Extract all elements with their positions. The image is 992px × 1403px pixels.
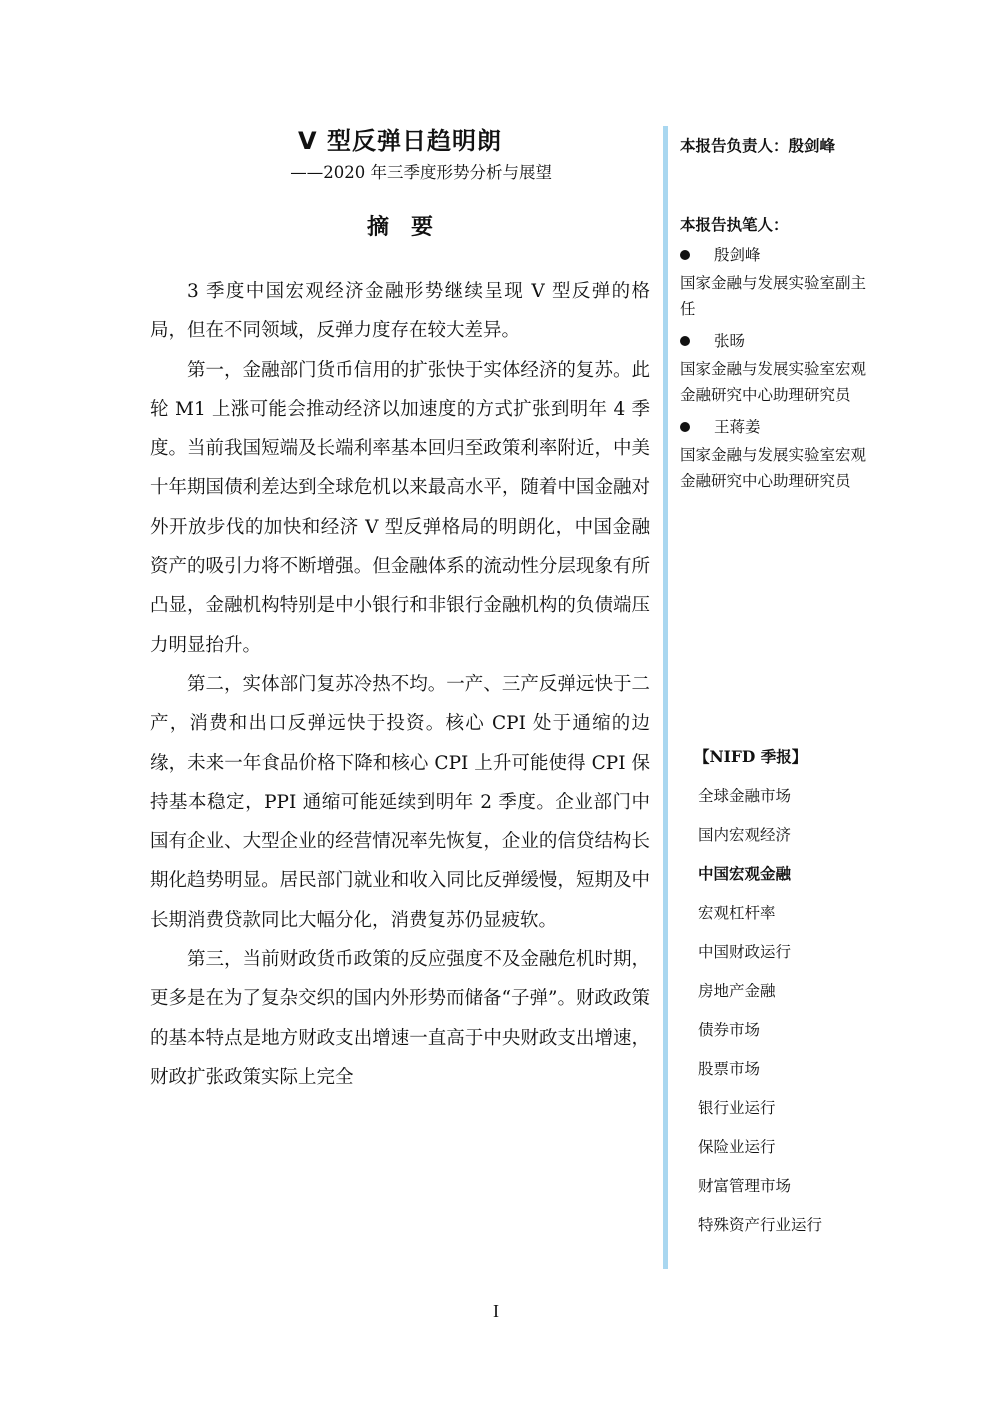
series-item: 宏观杠杆率 (698, 904, 776, 922)
abstract-body (150, 272, 650, 1097)
series-item: 国内宏观经济 (698, 826, 792, 844)
series-item: 全球金融市场 (698, 787, 792, 805)
abstract-paragraph-4: 第三，当前财政货币政策的反应强度不及金融危机时期，更多是在为了复杂交织的国内外形势而储备“子弹”。财政政策的基本特点是地方财政支出增速一直高于中央财政支出增速，财政扩张政策实际上完全 (150, 949, 650, 1088)
author-name-3 (680, 416, 880, 438)
abstract-paragraph-2: 第一，金融部门货币信用的扩张快于实体经济的复苏。此轮 M1 上涨可能会推动经济以加速度的方式扩张到明年 4 季度。当前我国短端及长端利率基本回归至政策利率附近，中美十年期国债利差达到全球危机以来最高水平，随着中国金融对外开放步伐的加快和经济 V 型反弹格局的明朗化，中国金融资产的吸引力将不断增强。但金融体系的流动性分层现象有所凸显，金融机构特别是中小银行和非银行金融机构的负债端压力明显抬升。 (150, 359, 650, 656)
report-subtitle: ——2020 年三季度形势分析与展望 (290, 163, 552, 182)
abstract-paragraph-3: 第二，实体部门复苏冷热不均。一产、三产反弹远快于二产，消费和出口反弹远快于投资。核心 CPI 处于通缩的边缘，未来一年食品价格下降和核心 CPI 上升可能使得 CPI 保持基本稳定，PPI 通缩可能延续到明年 2 季度。企业部门中国有企业、大型企业的经营情况率先恢复，企业的信贷结构长期化趋势明显。居民部门就业和收入同比反弹缓慢，短期及中长期消费贷款同比大幅分化，消费复苏仍显疲软。 (150, 673, 650, 931)
author-name-text: 张旸 (714, 332, 746, 350)
author-name-text: 殷剑峰 (714, 246, 761, 264)
author-affiliation-3: 国家金融与发展实验室宏观金融研究中心助理研究员 (680, 446, 867, 490)
series-item: 股票市场 (698, 1060, 761, 1078)
main-column (150, 124, 650, 1097)
author-name-text: 王蒋姜 (714, 418, 761, 436)
bullet-icon (680, 250, 690, 260)
abstract-paragraph-1: 3 季度中国宏观经济金融形势继续呈现 V 型反弹的格局，但在不同领域，反弹力度存在较大差异。 (150, 281, 650, 342)
writers-label: 本报告执笔人： (680, 215, 789, 234)
series-item: 财富管理市场 (698, 1177, 792, 1195)
series-block (694, 746, 898, 1254)
lead-author-label: 本报告负责人：殷剑峰 (680, 136, 836, 155)
lead-author-block (680, 135, 880, 157)
series-item: 特殊资产行业运行 (698, 1216, 823, 1234)
author-affiliation-1: 国家金融与发展实验室副主任 (680, 274, 867, 318)
writers-block (680, 214, 880, 502)
series-item-active: 中国宏观金融 (698, 864, 792, 883)
author-name-2 (680, 330, 880, 352)
author-affiliation-2: 国家金融与发展实验室宏观金融研究中心助理研究员 (680, 360, 867, 404)
bullet-icon (680, 336, 690, 346)
series-item: 债券市场 (698, 1021, 761, 1039)
column-divider (663, 126, 668, 1269)
abstract-heading: 摘要 (366, 214, 455, 240)
series-item: 银行业运行 (698, 1099, 776, 1117)
series-title: 【NIFD 季报】 (694, 747, 808, 766)
series-item: 房地产金融 (698, 982, 776, 1000)
series-item: 中国财政运行 (698, 943, 792, 961)
author-name-1 (680, 244, 880, 266)
bullet-icon (680, 422, 690, 432)
series-item: 保险业运行 (698, 1138, 776, 1156)
series-list (698, 786, 898, 1254)
report-title: V 型反弹日趋明朗 (298, 127, 502, 155)
page-number: I (493, 1301, 499, 1321)
